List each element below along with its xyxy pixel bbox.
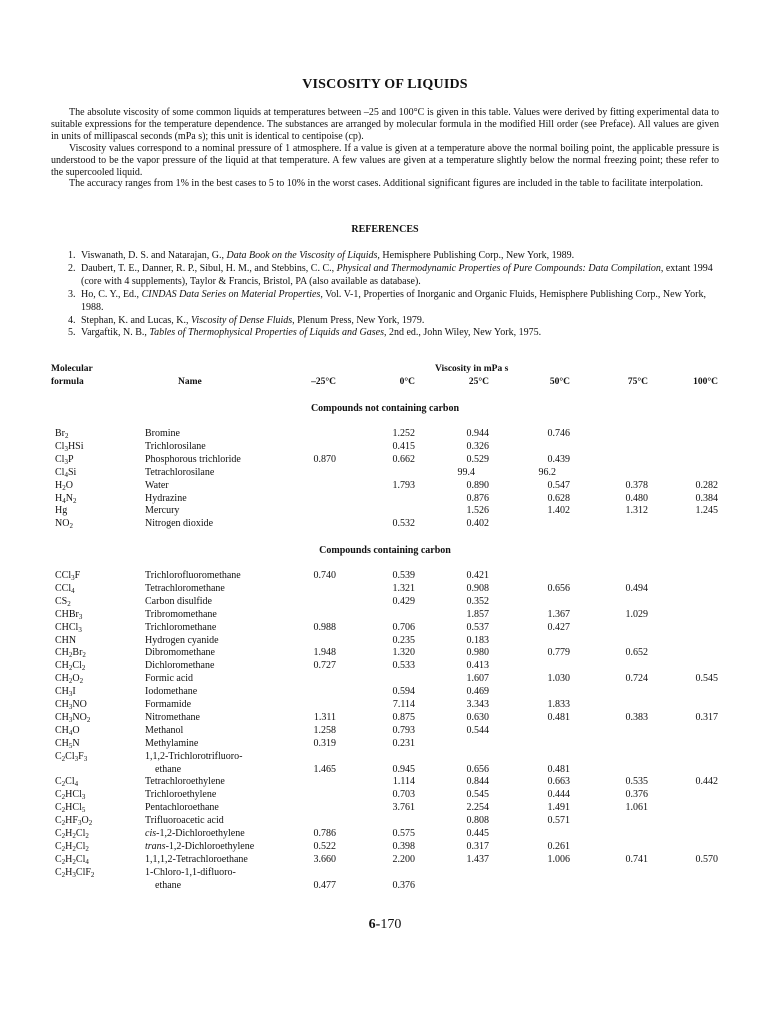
table-row: [51, 789, 719, 802]
molecular-formula: Hg: [55, 505, 68, 517]
compound-name: Pentachloroethane: [145, 802, 219, 814]
viscosity-value: 0.703: [392, 789, 415, 801]
viscosity-value: 0.282: [695, 479, 718, 491]
molecular-formula: $C_2H_2Cl_2$: [55, 840, 89, 853]
viscosity-value: 0.537: [466, 621, 489, 633]
table-row: [51, 609, 719, 622]
viscosity-value: 3.761: [392, 802, 415, 814]
viscosity-value: 0.535: [625, 776, 648, 788]
viscosity-value: 0.988: [313, 621, 336, 633]
molecular-formula: $CH_3NO$: [55, 699, 87, 711]
viscosity-value: 0.630: [466, 711, 489, 723]
viscosity-value: 1.465: [313, 763, 336, 775]
compound-name: Trichlorofluoromethane: [145, 570, 241, 581]
viscosity-value: 1.402: [547, 505, 570, 517]
molecular-formula: $C_2HCl_3$: [55, 789, 86, 802]
molecular-formula: $CH_2Br_2$: [55, 647, 86, 660]
compound-name: 1,1,1,2-Tetrachloroethane: [145, 853, 248, 865]
viscosity-value: 7.114: [392, 699, 415, 710]
compound-name: 1,1,2-Trichlorotrifluoro-: [145, 750, 243, 762]
viscosity-value: 0.727: [313, 660, 336, 672]
table-row: [51, 738, 719, 751]
reference-number: 1.: [68, 250, 76, 261]
reference-text: Stephan, K. and Lucas, K.,: [81, 314, 191, 326]
molecular-formula: $C_2Cl_3F_3$: [55, 750, 88, 763]
compound-name: Methanol: [145, 724, 184, 736]
table-row: [51, 764, 719, 777]
compound-name: Mercury: [145, 505, 180, 517]
header-temp: 25°C: [468, 377, 489, 387]
section-heading: Compounds not containing carbon: [310, 403, 460, 414]
viscosity-value: 0.469: [466, 686, 489, 698]
compound-name: Formamide: [145, 699, 192, 710]
compound-name: cis-1,2-Dichloroethylene: [145, 828, 245, 839]
page-number-value: 170: [380, 917, 402, 932]
viscosity-value: 0.442: [695, 776, 718, 788]
compound-name: Tetrachlorosilane: [145, 466, 215, 478]
viscosity-value: 0.376: [625, 789, 648, 801]
viscosity-value: 0.844: [466, 776, 489, 788]
header-molecular: Molecular: [51, 364, 93, 374]
viscosity-value: 0.326: [466, 440, 489, 452]
viscosity-value: 1.948: [313, 647, 336, 659]
molecular-formula: $CH_3NO_2$: [55, 711, 91, 724]
compound-name: Trifluoroacetic acid: [145, 815, 224, 827]
viscosity-value: 1.367: [547, 608, 570, 620]
table-row: [51, 867, 719, 880]
references-heading: REFERENCES: [351, 224, 419, 235]
viscosity-value: 0.384: [695, 492, 718, 504]
compound-name: Dichloromethane: [145, 660, 215, 672]
table-row: [51, 815, 719, 828]
viscosity-value: 0.571: [547, 815, 570, 827]
reference-number: 3.: [68, 288, 76, 300]
reference-title: Data Book on the Viscosity of Liquids: [226, 250, 378, 261]
reference-text: Vargaftik, N. B.,: [81, 327, 150, 339]
viscosity-value: 0.398: [392, 840, 415, 852]
viscosity-value: 0.876: [466, 492, 489, 504]
viscosity-value: 1.526: [466, 505, 489, 517]
reference-title: CINDAS Data Series on Material Properties: [141, 288, 321, 300]
table-row: [51, 854, 719, 867]
viscosity-value: 0.944: [466, 428, 489, 439]
molecular-formula: $Cl_3HSi$: [55, 440, 84, 453]
viscosity-value: 1.245: [695, 505, 718, 517]
viscosity-value: 1.857: [466, 608, 489, 620]
reference-number: 2.: [68, 262, 76, 274]
molecular-formula: $C_2H_2Cl_2$: [55, 828, 89, 840]
viscosity-value: 0.786: [313, 828, 336, 839]
viscosity-value: 0.481: [547, 711, 570, 723]
table-row: [51, 596, 719, 609]
table-row: [51, 647, 719, 660]
viscosity-value: 0.945: [392, 763, 415, 775]
reference-number: 4.: [68, 314, 76, 326]
molecular-formula: $CH_4O$: [55, 724, 80, 737]
molecular-formula: $CH_2O_2$: [55, 673, 84, 686]
table-row: [51, 841, 719, 854]
compound-name: Nitromethane: [145, 711, 200, 723]
viscosity-value: 0.231: [392, 737, 415, 749]
viscosity-value: 0.656: [466, 763, 489, 775]
viscosity-value: 2.200: [392, 853, 415, 865]
viscosity-value: 1.321: [392, 582, 415, 594]
molecular-formula: $CH_5N$: [55, 737, 80, 750]
table-row: [51, 828, 719, 841]
viscosity-value: 0.980: [466, 647, 489, 659]
molecular-formula: $C_2H_3ClF_2$: [55, 866, 95, 879]
table-row: [51, 441, 719, 454]
viscosity-value: 1.833: [547, 699, 570, 710]
viscosity-value: 0.890: [466, 479, 489, 491]
molecular-formula: $H_4N_2$: [55, 492, 77, 505]
table-row: [51, 454, 719, 467]
viscosity-value: 0.706: [392, 621, 415, 633]
molecular-formula: $Br_2$: [55, 428, 69, 440]
reference-text: Ho, C. Y., Ed.,: [81, 288, 142, 300]
reference-text: , 2nd ed., John Wiley, New York, 1975.: [383, 327, 542, 339]
header-temp: 100°C: [693, 377, 718, 387]
viscosity-value: 0.319: [313, 737, 336, 749]
reference-number: 5.: [68, 327, 76, 339]
table-row: [51, 712, 719, 725]
molecular-formula: $C_2H_2Cl_4$: [55, 853, 89, 866]
table-row: [51, 673, 719, 686]
viscosity-value: 0.547: [547, 479, 570, 491]
header-temp: –25°C: [311, 377, 336, 387]
viscosity-value: 1.061: [625, 802, 648, 814]
compound-name: Hydrogen cyanide: [145, 634, 219, 646]
viscosity-value: 0.444: [547, 789, 570, 801]
viscosity-value: 1.252: [392, 428, 415, 439]
viscosity-value: 1.437: [466, 853, 489, 865]
compound-name: 1-Chloro-1,1-difluoro-: [145, 866, 236, 878]
intro-paragraph: The accuracy ranges from 1% in the best cases to 5 to 10% in the worst cases. Additional significant figures are included in the table to facilitate interpolation.: [69, 178, 703, 190]
molecular-formula: CHBr$_3$: [55, 608, 83, 621]
reference-item: [51, 327, 719, 340]
viscosity-value: 0.183: [466, 634, 489, 646]
molecular-formula: CCl$_3$F: [55, 570, 81, 582]
header-temp: 50°C: [549, 377, 570, 387]
reference-text: , Hemisphere Publishing Corp., New York, 1989.: [377, 250, 575, 261]
viscosity-value: 0.808: [466, 815, 489, 827]
viscosity-value: 0.317: [466, 840, 489, 852]
viscosity-value: 0.656: [547, 582, 570, 594]
molecular-formula: $Cl_4Si$: [55, 466, 77, 479]
section-heading: Compounds containing carbon: [319, 545, 451, 556]
viscosity-value: 1.607: [466, 673, 489, 685]
compound-name: Nitrogen dioxide: [145, 518, 214, 530]
compound-name: trans-1,2-Dichloroethylene: [145, 840, 255, 852]
table-row: [51, 699, 719, 712]
viscosity-value: 0.529: [466, 453, 489, 465]
molecular-formula: $C_2Cl_4$: [55, 776, 79, 789]
table-row: [51, 467, 719, 480]
intro-paragraph: Viscosity values correspond to a nominal pressure of 1 atmosphere. If a value is given at a temperature above the normal boiling point, the applicable pressure is understood to be the vapor pressure of the liquid at that temperature. A few values are given at a temperature slightly below the normal freezing point; these refer to the supercooled liquid.: [51, 142, 719, 178]
viscosity-value: 0.628: [547, 492, 570, 504]
viscosity-value: 0.261: [547, 840, 570, 852]
reference-title: Tables of Thermophysical Properties of Liquids and Gases: [149, 327, 384, 339]
molecular-formula: $C_2HCl_5$: [55, 802, 86, 815]
viscosity-value: 0.402: [466, 518, 489, 530]
viscosity-value: 0.480: [625, 492, 648, 504]
compound-name: Trichloroethylene: [145, 789, 217, 801]
table-row: [51, 622, 719, 635]
reference-text: Daubert, T. E., Danner, R. P., Sibul, H. M., and Stebbins, C. C.,: [81, 262, 337, 274]
viscosity-value: 1.312: [625, 505, 648, 517]
header-temp: 75°C: [627, 377, 648, 387]
viscosity-value: 0.870: [313, 453, 336, 465]
viscosity-value: 0.481: [547, 763, 570, 775]
viscosity-value: 1.258: [313, 724, 336, 736]
viscosity-value: 1.320: [392, 647, 415, 659]
viscosity-value: 0.415: [392, 440, 415, 452]
reference-item: [51, 289, 719, 315]
references-list: [51, 250, 719, 340]
reference-text: , extant 1994 (core with 4 supplements), Taylor & Francis, Bristol, PA (also available as database).: [81, 262, 713, 287]
page-title: VISCOSITY OF LIQUIDS: [302, 77, 468, 92]
viscosity-value: 0.662: [392, 453, 415, 465]
table-row: [51, 428, 719, 441]
viscosity-value: 0.544: [466, 724, 489, 736]
table-row: [51, 583, 719, 596]
compound-name: Methylamine: [145, 737, 199, 749]
viscosity-value: 0.439: [547, 453, 570, 465]
table-row: [51, 518, 719, 531]
viscosity-value: 1.006: [547, 853, 570, 865]
viscosity-value: 0.445: [466, 828, 489, 839]
viscosity-value: 0.376: [392, 879, 415, 891]
molecular-formula: CHCl$_3$: [55, 621, 82, 634]
table-row: [51, 493, 719, 506]
viscosity-value: 0.477: [313, 879, 336, 891]
header-viscosity: Viscosity in mPa s: [435, 364, 509, 374]
viscosity-value: 0.746: [547, 428, 570, 439]
header-formula: formula: [51, 377, 84, 387]
intro-paragraph: The absolute viscosity of some common liquids at temperatures between –25 and 100°C is given in this table. Values were derived by fitting experimental data to suitable expressions for the temperature dependence. The substances are arranged by molecular formula in the modified Hill order (see Preface). All values are given in units of millipascal seconds (mPa s); this unit is identical to centipoise (cp).: [51, 107, 719, 142]
compound-name: Bromine: [145, 428, 180, 439]
molecular-formula: CCl$_4$: [55, 582, 75, 595]
viscosity-value: 1.491: [547, 802, 570, 814]
viscosity-value: 0.378: [625, 479, 648, 491]
viscosity-value: 0.427: [547, 621, 570, 633]
compound-name: Phosphorous trichloride: [145, 453, 241, 465]
viscosity-value: 0.494: [625, 582, 648, 594]
compound-name: Formic acid: [145, 673, 194, 685]
reference-title: Physical and Thermodynamic Properties of Pure Compounds: Data Compilation: [336, 262, 661, 274]
table-row: [51, 570, 719, 583]
molecular-formula: $C_2HF_3O_2$: [55, 815, 93, 828]
viscosity-value: 0.545: [466, 789, 489, 801]
viscosity-value: 0.875: [392, 711, 415, 723]
table-row: [51, 751, 719, 764]
compound-name: Tetrachloromethane: [145, 582, 225, 594]
reference-text: , Plenum Press, New York, 1979.: [292, 314, 425, 326]
compound-name: Dibromomethane: [145, 647, 215, 659]
viscosity-value: 0.570: [695, 853, 718, 865]
molecular-formula: CHN: [55, 634, 77, 646]
reference-text: Viswanath, D. S. and Natarajan, G.,: [81, 250, 227, 261]
viscosity-value: 0.383: [625, 711, 648, 723]
viscosity-value: 0.575: [392, 828, 415, 839]
viscosity-value: 99.4: [457, 466, 475, 478]
viscosity-value: 0.652: [625, 647, 648, 659]
molecular-formula: $Cl_3P$: [55, 453, 74, 466]
intro-text: [51, 107, 719, 190]
table-row: [51, 776, 719, 789]
viscosity-value: 1.030: [547, 673, 570, 685]
molecular-formula: $CH_3I$: [55, 686, 76, 699]
viscosity-value: 1.114: [392, 776, 415, 788]
viscosity-value: 0.741: [625, 853, 648, 865]
header-name: Name: [178, 377, 202, 387]
reference-text: , Vol. V-1, Properties of Inorganic and Organic Fluids, Hemisphere Publishing Corp., New York, 1988.: [81, 288, 706, 313]
viscosity-value: 0.413: [466, 660, 489, 672]
table-row: [51, 635, 719, 648]
molecular-formula: $H_2O$: [55, 479, 73, 492]
page-number: [51, 917, 719, 933]
reference-title: Viscosity of Dense Fluids: [190, 314, 293, 326]
viscosity-value: 0.663: [547, 776, 570, 788]
viscosity-value: 96.2: [538, 466, 556, 478]
compound-name: ethane: [155, 763, 182, 775]
compound-name: Hydrazine: [145, 492, 187, 504]
compound-name: Carbon disulfide: [145, 595, 212, 607]
viscosity-value: 1.311: [313, 711, 336, 723]
table-row: [51, 725, 719, 738]
molecular-formula: $CH_2Cl_2$: [55, 660, 86, 673]
viscosity-value: 0.779: [547, 647, 570, 659]
table-row: [51, 802, 719, 815]
compound-name: Water: [145, 479, 169, 491]
viscosity-value: 0.522: [313, 840, 336, 852]
reference-item: [51, 315, 719, 328]
compound-name: Tetrachloroethylene: [145, 776, 225, 788]
page-number-prefix: 6-: [368, 917, 381, 932]
viscosity-value: 0.533: [392, 660, 415, 672]
viscosity-value: 3.660: [313, 853, 336, 865]
viscosity-value: 0.539: [392, 570, 415, 581]
compound-name: Trichlorosilane: [145, 440, 206, 452]
viscosity-value: 0.317: [695, 711, 718, 723]
reference-item: [51, 263, 719, 289]
compound-name: Tribromomethane: [145, 608, 217, 620]
table-row: [51, 660, 719, 673]
viscosity-value: 0.429: [392, 595, 415, 607]
viscosity-value: 0.594: [392, 686, 415, 698]
molecular-formula: $CS_2$: [55, 595, 71, 608]
viscosity-value: 1.029: [625, 608, 648, 620]
table-row: [51, 480, 719, 493]
viscosity-value: 0.908: [466, 582, 489, 594]
table-row: [51, 686, 719, 699]
viscosity-value: 3.343: [466, 699, 489, 710]
compound-name: ethane: [155, 879, 182, 891]
viscosity-value: 0.545: [695, 673, 718, 685]
compound-name: Trichloromethane: [145, 621, 217, 633]
viscosity-value: 0.235: [392, 634, 415, 646]
viscosity-value: 0.352: [466, 595, 489, 607]
header-temp: 0°C: [399, 377, 415, 387]
viscosity-value: 0.421: [466, 570, 489, 581]
viscosity-value: 0.724: [625, 673, 648, 685]
molecular-formula: $NO_2$: [55, 518, 73, 531]
viscosity-value: 0.740: [313, 570, 336, 581]
compound-name: Iodomethane: [145, 686, 198, 698]
viscosity-value: 0.793: [392, 724, 415, 736]
viscosity-value: 2.254: [466, 802, 489, 814]
viscosity-value: 0.532: [392, 518, 415, 530]
viscosity-value: 1.793: [392, 479, 415, 491]
reference-item: [51, 250, 719, 263]
table-row: [51, 880, 719, 893]
table-row: [51, 505, 719, 518]
